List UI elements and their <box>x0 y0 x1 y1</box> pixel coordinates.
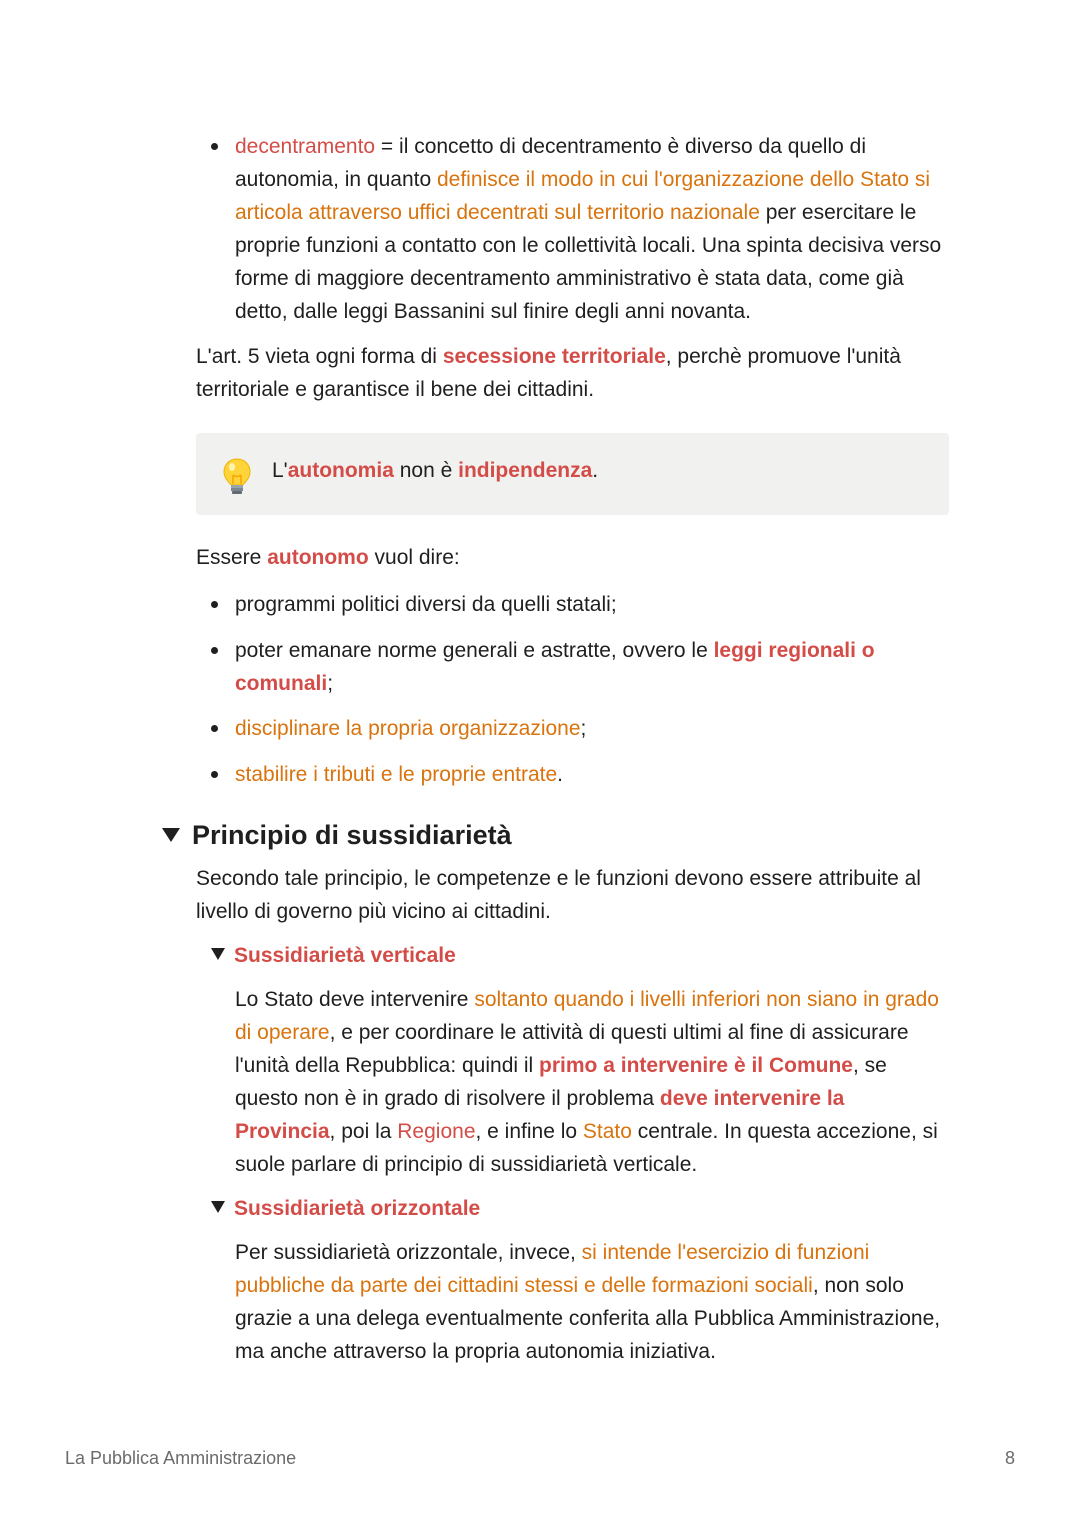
list-item <box>235 758 955 791</box>
text: , poi la <box>329 1120 398 1143</box>
text: programmi politici diversi da quelli statali; <box>235 593 617 616</box>
highlight: si intende l'esercizio di funzioni pubbliche da parte dei cittadini stessi e delle formazioni sociali <box>235 1241 870 1297</box>
text: non è <box>393 459 459 482</box>
highlight: autonomo <box>267 546 369 569</box>
heading-text: Sussidiarietà verticale <box>234 944 456 967</box>
paragraph-art5 <box>196 340 956 406</box>
highlight: autonomia <box>287 459 394 482</box>
callout-text <box>272 454 598 487</box>
callout <box>196 433 949 515</box>
text: Essere <box>196 546 268 569</box>
text: , e per coordinare le attività di questi ultimi al fine di assicurare l'unità della Repubblica: quindi il <box>235 1021 909 1077</box>
term-decentramento: decentramento <box>235 135 376 158</box>
triangle-down-icon[interactable] <box>162 828 180 842</box>
lightbulb-icon <box>222 457 252 497</box>
heading-text: Principio di sussidiarietà <box>192 820 512 850</box>
paragraph-orizzontale <box>235 1236 945 1368</box>
text: per esercitare le proprie funzioni a contatto con le collettività locali. Una spinta decisiva verso forme di maggiore decentramento amministrativo è stata data, come già detto, dalle leggi Bassanini sul finire degli anni novanta. <box>235 201 942 323</box>
toggle-heading-sussidiarieta[interactable] <box>162 815 512 855</box>
heading-text: Sussidiarietà orizzontale <box>234 1197 481 1220</box>
highlight: deve intervenire la Provincia <box>235 1087 845 1143</box>
highlight: definisce il modo in cui l'organizzazione dello Stato si articola attraverso uffici decentrati sul territorio nazionale <box>235 168 931 224</box>
text: = il concetto di decentramento è diverso da quello di autonomia, in quanto <box>235 135 866 191</box>
list-item <box>235 130 955 328</box>
text: Per sussidiarietà orizzontale, invece, <box>235 1241 582 1264</box>
text: centrale. In questa accezione, si suole parlare di principio di sussidiarietà verticale. <box>235 1120 938 1176</box>
text: , perchè promuove l'unità territoriale e garantisce il bene dei cittadini. <box>196 345 901 401</box>
triangle-down-icon[interactable] <box>211 1201 225 1213</box>
footer-title: La Pubblica Amministrazione <box>65 1448 297 1468</box>
highlight: indipendenza <box>458 459 593 482</box>
triangle-down-icon[interactable] <box>211 948 225 960</box>
text: , se questo non è in grado di risolvere il problema <box>235 1054 887 1110</box>
text: ; <box>580 717 587 740</box>
highlight: secessione territoriale <box>442 345 666 368</box>
text: L' <box>272 459 288 482</box>
text: , e infine lo <box>475 1120 583 1143</box>
text: Secondo tale principio, le competenze e le funzioni devono essere attribuite al livello di governo più vicino ai cittadini. <box>196 867 921 923</box>
page-number: 8 <box>1004 1448 1015 1468</box>
highlight: stabilire i tributi e le proprie entrate <box>235 763 558 786</box>
highlight: disciplinare la propria organizzazione <box>235 717 581 740</box>
text: ; <box>327 672 334 695</box>
toggle-heading-verticale[interactable] <box>211 941 456 971</box>
toggle-heading-orizzontale[interactable] <box>211 1194 480 1224</box>
text: L'art. 5 vieta ogni forma di <box>196 345 443 368</box>
text: poter emanare norme generali e astratte, ovvero le <box>235 639 714 662</box>
text: . <box>557 763 564 786</box>
list-item <box>235 634 915 700</box>
highlight: Stato <box>582 1120 632 1143</box>
text: , non solo grazie a una delega eventualmente conferita alla Pubblica Amministrazione, ma anche attraverso la propria autonomia iniziativa. <box>235 1274 941 1363</box>
highlight: soltanto quando i livelli inferiori non siano in grado di operare <box>235 988 939 1044</box>
paragraph-verticale <box>235 983 945 1181</box>
highlight: primo a intervenire è il Comune <box>539 1054 853 1077</box>
paragraph-intro <box>196 862 956 928</box>
list-item <box>235 588 955 621</box>
text: Lo Stato deve intervenire <box>235 988 475 1011</box>
highlight: Regione <box>397 1120 476 1143</box>
paragraph-autonomo <box>196 541 956 574</box>
list-item <box>235 712 955 745</box>
text: vuol dire: <box>368 546 460 569</box>
highlight: leggi regionali o comunali <box>235 639 875 695</box>
text: . <box>592 459 599 482</box>
